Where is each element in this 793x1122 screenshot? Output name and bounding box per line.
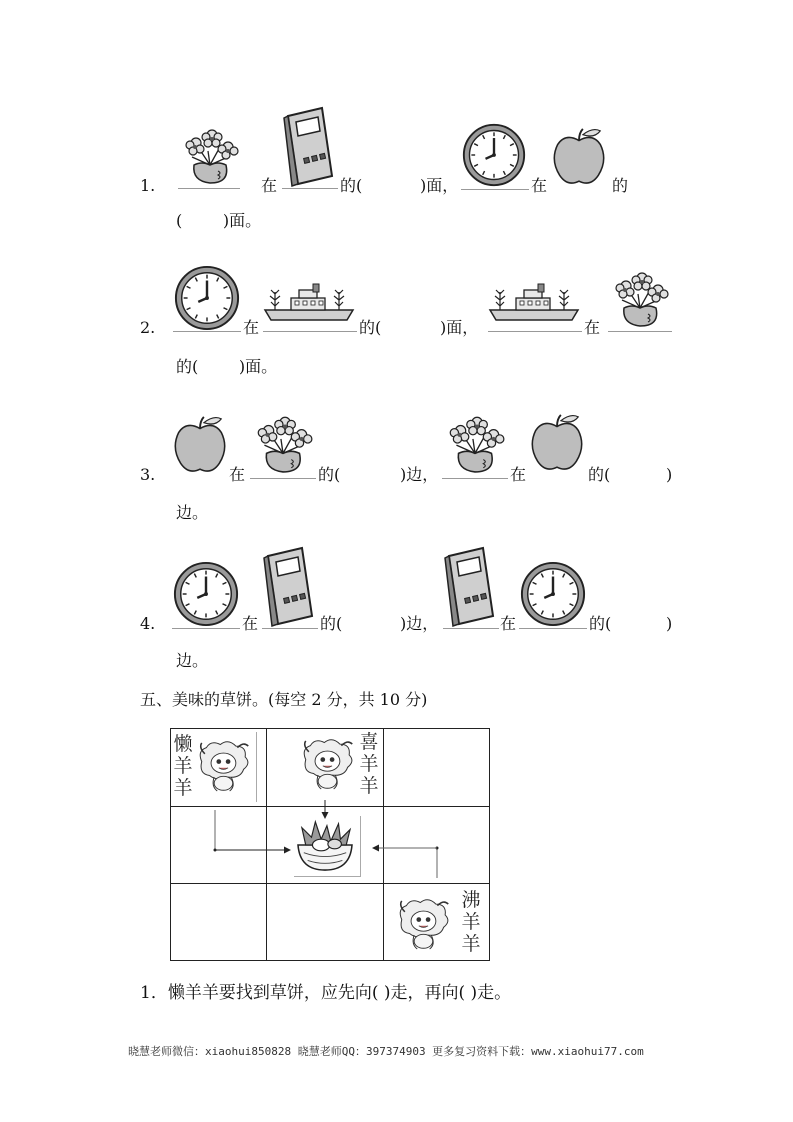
label-char: 羊 (173, 755, 193, 777)
label-char: 喜 (359, 731, 379, 753)
label-char: 羊 (173, 777, 193, 799)
sheep-icon (298, 734, 360, 796)
clock-icon (173, 264, 241, 332)
label-char: 羊 (461, 911, 481, 933)
clock-icon (461, 122, 527, 188)
text-de: 的 (612, 176, 629, 195)
text-zai: 在 (531, 176, 548, 195)
grid-cell (266, 883, 384, 961)
label-char: 沸 (461, 889, 481, 911)
text-bian-close: )边， (400, 465, 439, 484)
calculator-icon (262, 544, 316, 628)
calculator-icon (443, 544, 497, 628)
text-de-open: 的( (589, 614, 612, 633)
label-char: 羊 (359, 775, 379, 797)
text-zai: 在 (243, 318, 260, 337)
basket-icon (294, 818, 356, 872)
lazy-sheep (172, 732, 257, 802)
text-zai: 在 (229, 465, 246, 484)
calculator-icon (282, 104, 336, 188)
path-grid (170, 728, 490, 961)
text-zai: 在 (584, 318, 601, 337)
question-number: 3. (140, 465, 156, 484)
boat-icon (488, 280, 580, 324)
text-de-open: 的( (340, 176, 363, 195)
sheep-icon (194, 736, 256, 798)
answer-line-2: 的( )面。 (176, 357, 278, 376)
flower-pot-icon (250, 406, 316, 476)
label-char: 羊 (461, 933, 481, 955)
footer-contact: 晓慧老师微信：xiaohui850828 晓慧老师QQ：397374903 更多复习资料下载：www.xiaohui77.com (128, 1045, 644, 1058)
question-number: 2. (140, 318, 156, 337)
text-close-paren: ) (666, 465, 673, 484)
flower-pot-icon (608, 262, 672, 330)
text-de-open: 的( (318, 465, 341, 484)
grid-cell (383, 728, 490, 807)
text-de-open: 的( (588, 465, 611, 484)
sheep-icon (394, 894, 456, 956)
answer-line-2: 边。 (176, 651, 209, 670)
text-bian-close: )边， (400, 614, 439, 633)
text-close-paren: ) (666, 614, 673, 633)
text-zai: 在 (510, 465, 527, 484)
answer-line-2: ( )面。 (176, 211, 262, 230)
apple-icon (171, 412, 229, 476)
text-zai: 在 (500, 614, 517, 633)
boat-icon (263, 280, 355, 324)
apple-icon (528, 410, 586, 474)
grid-cell (383, 806, 490, 884)
grass-cake-basket (294, 816, 361, 877)
flower-pot-icon (178, 118, 242, 188)
flower-pot-icon (442, 406, 508, 476)
text-mian-close: )面， (420, 176, 459, 195)
text-de-open: 的( (359, 318, 382, 337)
text-de-open: 的( (320, 614, 343, 633)
section5-question-1: 1．懒羊羊要找到草饼，应先向( )走，再向( )走。 (140, 983, 512, 1003)
grid-cell (170, 806, 267, 884)
sparky-sheep (394, 888, 488, 960)
clock-icon (172, 560, 240, 628)
text-zai: 在 (242, 614, 259, 633)
apple-icon (550, 124, 608, 188)
text-zai: 在 (261, 176, 278, 195)
text-mian-close: )面， (440, 318, 479, 337)
section-title: 五、美味的草饼。(每空 2 分，共 10 分) (140, 690, 428, 709)
label-char: 懒 (173, 733, 193, 755)
clock-icon (519, 560, 587, 628)
question-number: 4. (140, 614, 156, 633)
question-number: 1. (140, 176, 156, 195)
answer-line-2: 边。 (176, 503, 209, 522)
pleasant-goat (298, 730, 382, 804)
grid-cell (170, 883, 267, 961)
label-char: 羊 (359, 753, 379, 775)
